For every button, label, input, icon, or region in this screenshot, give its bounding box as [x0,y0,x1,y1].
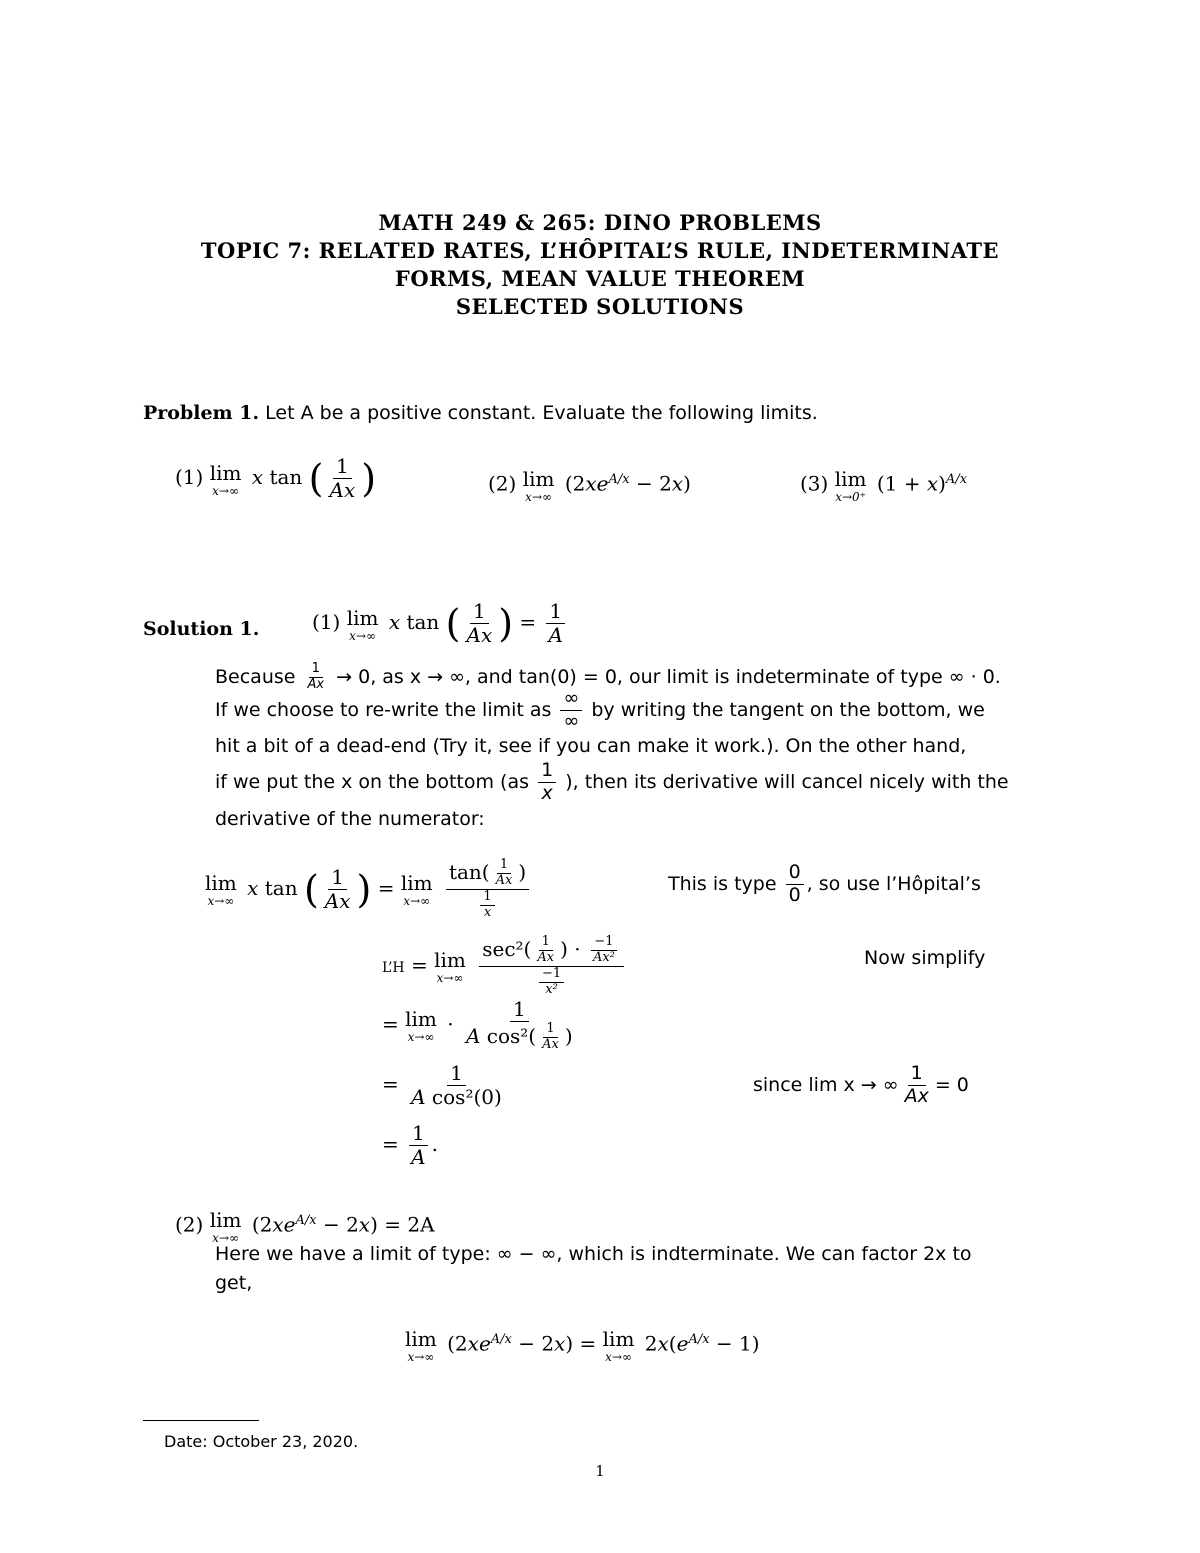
item-2-label: (2) [488,471,517,496]
footnote-date: Date: October 23, 2020. [164,1432,359,1451]
solution-1-part-2-result: (2) lim x→∞ $(2xe^{A/x} - 2x) = 2A$ [175,1208,435,1245]
note-1-a: This is type [668,872,777,895]
text-line-2-a: If we choose to re-write the limit as [215,698,552,721]
problem-1-item-3: (3) lim x→0⁺ $(1 + x)^{A/x}$ [800,467,968,504]
limit-operator: lim x→0⁺ [834,467,867,504]
item-1-label: (1) [175,465,204,489]
derivation-step-3: = lim x→∞ · 1 A cos²( $\frac{1}{Ax}$ ) [382,997,573,1052]
title-line-3: FORMS, MEAN VALUE THEOREM [394,266,806,291]
item-3-label: (3) [800,471,829,496]
derivation-step-2: L’H = lim x→∞ sec²( $\frac{1}{Ax}$ ) · $\frac{-1}{\text{Ax²}}$ $\frac{-1}{\text{x²}}$ [382,935,627,998]
problem-1-text: Let A be a positive constant. Evaluate the following limits. [265,402,818,424]
text-because: Because [215,665,296,688]
part-2-line-1: Here we have a limit of type: ∞ − ∞, which is indterminate. We can factor 2x to [215,1243,972,1265]
solution-1-label: Solution 1. [143,618,260,640]
derivation-step-1: lim x→∞ x tan ( $\frac{1}{Ax}$ ) = lim x→∞ tan( $\frac{1}{Ax}$ ) $\frac{1}{x}$ [205,858,532,921]
solution-paragraph-line-3: hit a bit of a dead-end (Try it, see if you can make it work.). On the other hand, [215,735,967,757]
note-1-b: , so use l’Hôpital’s [806,872,981,895]
problem-1-statement [143,402,818,424]
limit-operator: lim x→∞ [209,460,242,498]
part-2-factor-equation: lim x→∞ $(2xe^{A/x} - 2x)$ = lim x→∞ $2x(e^{A/x} - 1)$ [405,1327,760,1364]
problem-1-label: Problem 1. [143,402,260,424]
part-1-label: (1) [312,610,341,634]
title-line-4: SELECTED SOLUTIONS [455,294,745,319]
text-line-1-rest: → 0, as x → ∞, and tan(0) = 0, our limit is indeterminate of type ∞ · 0. [336,665,1001,688]
note-type-zero-over-zero: This is type $\frac{0}{0}$ , so use l’Hôpital’s [668,861,981,906]
solution-paragraph-line-4: if we put the x on the bottom (as $\frac{1}{x}$ ), then its derivative will cancel nicely with the [215,759,1009,804]
derivation-step-5: = $\frac{1}{A}$ . [382,1121,438,1169]
limit-operator: lim x→∞ [522,467,555,504]
solution-paragraph-line-1: Because $\frac{1}{Ax}$ → 0, as x → ∞, and tan(0) = 0, our limit is indeterminate of type ∞ · 0. [215,661,1001,692]
solution-paragraph-line-2: If we choose to re-write the limit as $\frac{\infty}{\infty}$ by writing the tangent on the bottom, we [215,687,985,732]
solution-1-part-1-result: (1) lim x→∞ x tan ( $\frac{1}{Ax}$ ) = $\frac{1}{A}$ [312,600,569,647]
limit-operator: lim x→∞ [346,605,379,643]
title-line-1: MATH 249 & 265: DINO PROBLEMS [378,210,822,235]
part-2-label: (2) [175,1212,204,1237]
page-number: 1 [595,1462,605,1480]
footnote-rule [143,1420,259,1421]
derivation-step-4: = $\frac{1}{\text{A cos²(0)}}$ [382,1061,502,1109]
solution-paragraph-line-5: derivative of the numerator: [215,808,485,830]
part-2-line-2: get, [215,1272,253,1294]
problem-1-item-2: (2) lim x→∞ $(2xe^{A/x} - 2x)$ [488,467,691,504]
text-line-2-b: by writing the tangent on the bottom, we [591,698,985,721]
text-line-4-b: ), then its derivative will cancel nicely with the [565,770,1009,793]
title-line-2: TOPIC 7: RELATED RATES, L’HÔPITAL’S RULE, INDETERMINATE [200,238,1000,263]
problem-1-item-1: (1) lim x→∞ x tan ( $\frac{1}{Ax}$ ) [175,454,377,502]
text-line-4-a: if we put the x on the bottom (as [215,770,530,793]
part-2-equals: = 2A [384,1212,435,1237]
note-since-limit: since lim x → ∞ $\frac{1}{Ax}$ = 0 [753,1062,969,1107]
note-now-simplify: Now simplify [864,947,986,969]
note-3-b: = 0 [934,1073,969,1096]
note-3-a: since lim x → ∞ [753,1073,899,1096]
